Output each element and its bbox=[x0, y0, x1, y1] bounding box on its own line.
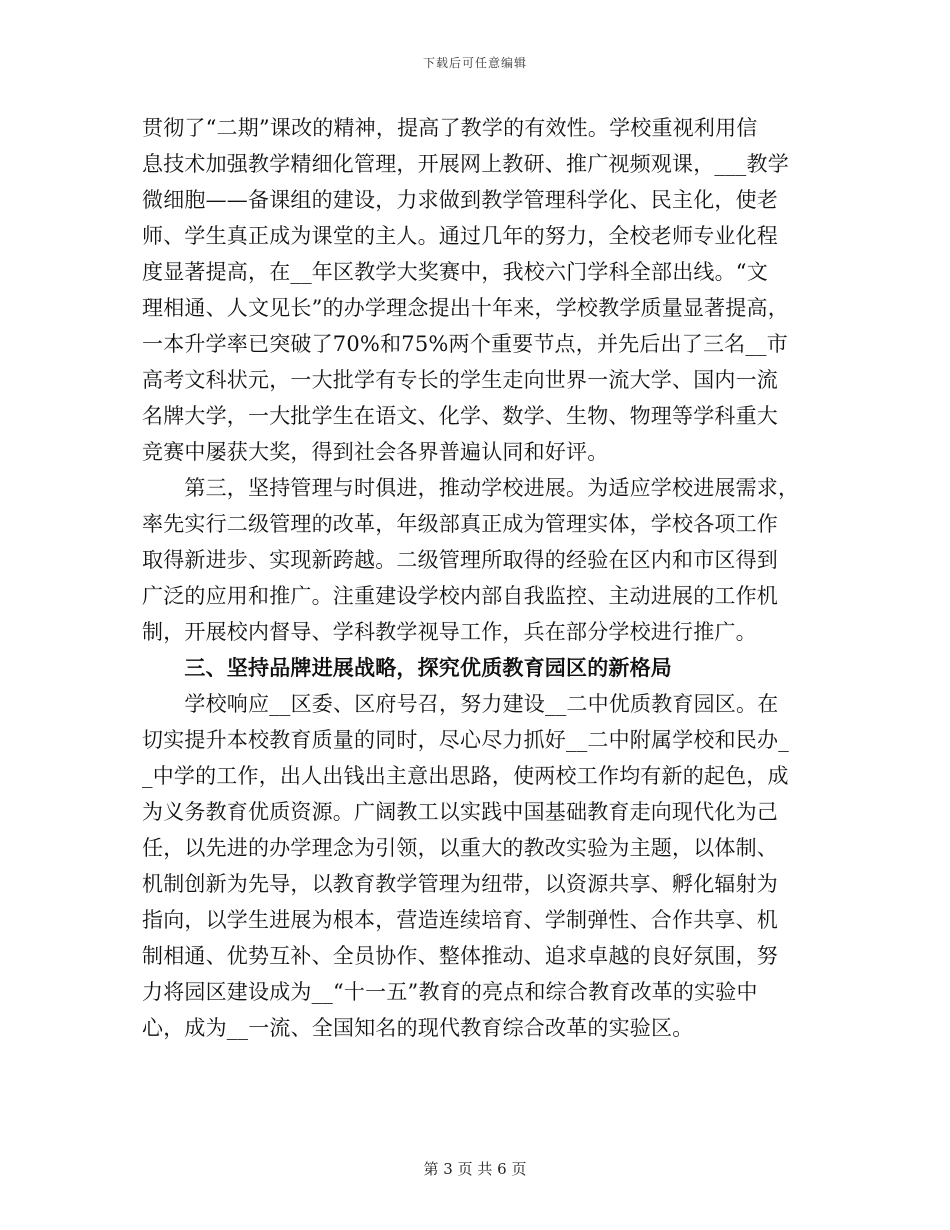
text-line: 取得新进步、实现新跨越。二级管理所取得的经验在区内和市区得到 bbox=[142, 548, 778, 572]
text-line: _中学的工作，出人出钱出主意出思路，使两校工作均有新的起色，成 bbox=[142, 764, 789, 788]
text-line: 率先实行二级管理的改革，年级部真正成为管理实体，学校各项工作 bbox=[142, 512, 778, 536]
text-line: 理相通、人文见长”的办学理念提出十年来，学校教学质量显著提高， bbox=[142, 296, 789, 320]
text-line: 为义务教育优质资源。广阔教工以实践中国基础教育走向现代化为己 bbox=[142, 800, 778, 824]
text-line: 一本升学率已突破了70%和75%两个重要节点，并先后出了三名__市 bbox=[142, 332, 788, 356]
section-heading: 三、坚持品牌进展战略，探究优质教育园区的新格局 bbox=[142, 655, 672, 680]
text-line: 指向，以学生进展为根本，营造连续培育、学制弹性、合作共享、机 bbox=[142, 908, 778, 932]
text-line: 心，成为__一流、全国知名的现代教育综合改革的实验区。 bbox=[142, 1016, 694, 1040]
text-line: 力将园区建设成为__“十一五”教育的亮点和综合教育改革的实验中 bbox=[142, 980, 758, 1004]
text-line: 高考文科状元，一大批学有专长的学生走向世界一流大学、国内一流 bbox=[142, 368, 778, 392]
page-number: 第 3 页 共 6 页 bbox=[423, 1160, 527, 1178]
text-line: 微细胞——备课组的建设，力求做到教学管理科学化、民主化，使老 bbox=[142, 188, 778, 212]
text-line: 师、学生真正成为课堂的主人。通过几年的努力，全校老师专业化程 bbox=[142, 224, 778, 248]
text-line: 第三，坚持管理与时俱进，推动学校进展。为适应学校进展需求， bbox=[142, 476, 800, 500]
header-note: 下载后可任意编辑 bbox=[422, 56, 527, 70]
text-line: 任，以先进的办学理念为引领，以重大的教改实验为主题，以体制、 bbox=[142, 836, 778, 860]
text-line: 制相通、优势互补、全员协作、整体推动、追求卓越的良好氛围，努 bbox=[142, 944, 778, 968]
text-line: 贯彻了“二期”课改的精神，提高了教学的有效性。学校重视利用信 bbox=[142, 116, 758, 140]
text-line: 息技术加强教学精细化管理，开展网上教研、推广视频观课，___教学 bbox=[142, 152, 789, 176]
text-line: 竞赛中屡获大奖，得到社会各界普遍认同和好评。 bbox=[142, 440, 609, 464]
text-line: 学校响应__区委、区府号召，努力建设__二中优质教育园区。在 bbox=[142, 692, 779, 716]
text-line: 机制创新为先导，以教育教学管理为纽带，以资源共享、孵化辐射为 bbox=[142, 872, 778, 896]
text-line: 度显著提高，在__年区教学大奖赛中，我校六门学科全部出线。“文 bbox=[142, 260, 768, 284]
document-body bbox=[142, 110, 810, 1046]
text-line: 制，开展校内督导、学科教学视导工作，兵在部分学校进行推广。 bbox=[142, 620, 757, 644]
text-line: 名牌大学，一大批学生在语文、化学、数学、生物、物理等学科重大 bbox=[142, 404, 778, 428]
text-line: 广泛的应用和推广。注重建设学校内部自我监控、主动进展的工作机 bbox=[142, 584, 778, 608]
text-line: 切实提升本校教育质量的同时，尽心尽力抓好__二中附属学校和民办_ bbox=[142, 728, 789, 752]
